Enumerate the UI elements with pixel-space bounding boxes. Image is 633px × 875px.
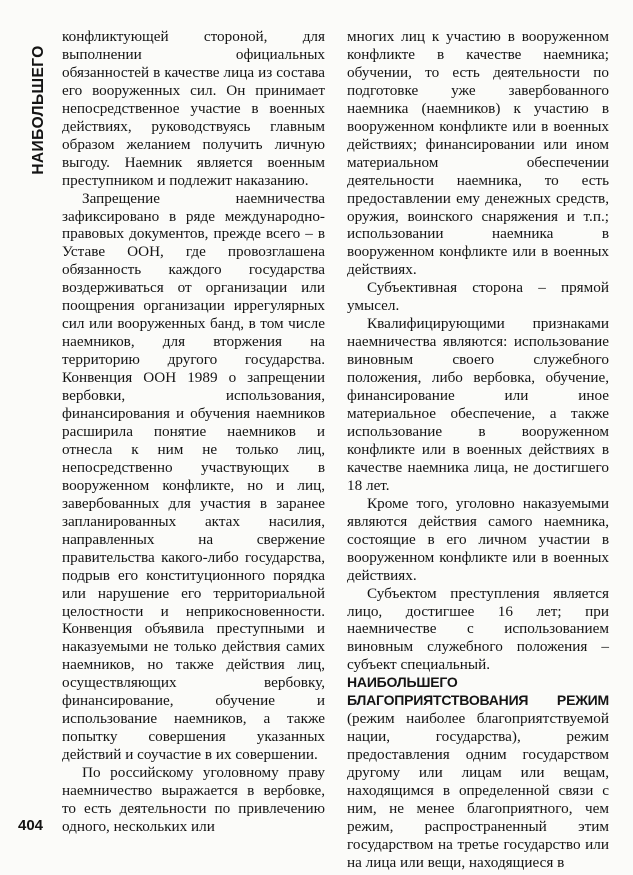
page-number: 404 [18,817,44,834]
paragraph-continued: конфликтующей стороной, для выполнении официальных обязанностей в качестве лица из состава его вооруженных сил. Он принимает непосредственное участие в военных действиях, руководствуясь главным образом желанием получить личную выгоду. Наемник является военным преступником и подлежит наказанию. [62,28,325,189]
paragraph-subject: Субъектом преступления является лицо, достигшее 16 лет; при наемничестве с использованием виновным служебного положения – субъект специальный. [347,584,609,674]
running-head-text: НАИБОЛЬШЕГО [30,45,47,175]
left-column [62,28,325,836]
paragraph-mercenary-actions: Кроме того, уголовно наказуемыми являются действия самого наемника, состоящие в его личном участии в вооруженном конфликте или в военных действиях. [347,494,609,584]
paragraph-qualifying-features: Квалифицирующими признаками наемничества являются: использование виновным своего служебного положения, либо вербовка, обучение, финансирование или иное материальное обеспечение, а также использование в вооруженном конфликте или в военных действиях в качестве наемника лица, не достигшего 18 лет. [347,315,609,494]
paragraph-subjective-side: Субъективная сторона – прямой умысел. [347,279,609,315]
paragraph-continued: многих лиц к участию в вооруженном конфликте в качестве наемника; обучении, то есть деятельности по подготовке уже завербованного наемника (наемников) к участию в вооруженном конфликте или в военных действиях; финансировании или ином материальном обеспечении деятельности наемника, то есть предоставлении ему денежных средств, оружия, воинского снаряжения и т.п.; использовании наемника в вооруженном конфликте или в военных действиях. [347,28,609,279]
entry-definition: (режим наиболее благоприятствуемой нации, государства), режим предоставления одним государством другому или лицам или вещам, находящимся в определенной связи с ним, не менее благоприятного, чем режим, распространенный этим государством на третье государство или на лица или вещи, находящиеся в [347,710,609,871]
running-head [30,36,48,184]
paragraph-russian-law: По российскому уголовному праву наемничество выражается в вербовке, то есть деятельности по привлечению одного, нескольких или [62,764,325,835]
dictionary-entry [347,674,609,871]
paragraph-prohibition: Запрещение наемничества зафиксировано в ряде международно-правовых документов, прежде всего – в Уставе ООН, где провозглашена обязанность каждого государства воздерживаться от организации или поощрения организации иррегулярных сил или вооруженных банд, в том числе наемников, для вторжения на территорию другого государства. Конвенция ООН 1989 о запрещении вербовки, использования, финансирования и обучения наемников расширила понятие наемников и отнесла к ним не только лиц, непосредственно участвующих в вооруженном конфликте, но и лиц, завербованных для участия в заранее запланированных актах насилия, направленных на свержение правительства какого-либо государства, подрыв его конституционного порядка или нарушение его территориальной целостности и неприкосновенности. Конвенция объявила преступными и наказуемыми не только действия самих наемников, но также действия лиц, осуществляющих вербовку, финансирование, обучение и использование наемников, а также попытку совершения указанных действий и соучастие в их совершении. [62,189,325,764]
right-column [347,28,609,872]
entry-headword: НАИБОЛЬШЕГО БЛАГОПРИЯТСТВОВАНИЯ РЕЖИМ [347,674,609,709]
